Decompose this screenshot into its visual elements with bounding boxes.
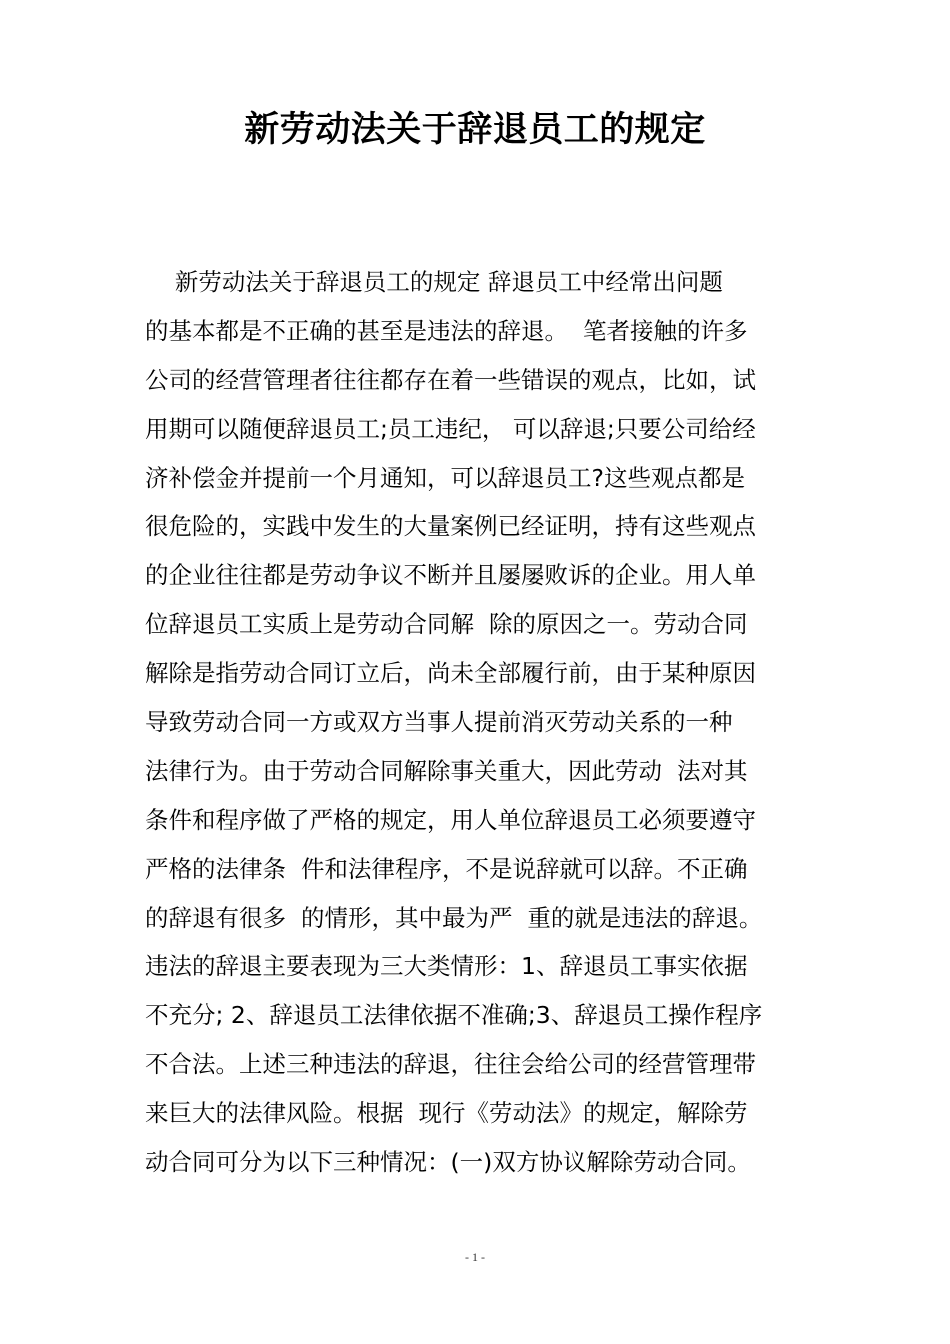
text-line: 位辞退员工实质上是劳动合同解 除的原因之一。劳动合同 (145, 610, 748, 639)
text-line: 不合法。上述三种违法的辞退，往往会给公司的经营管理带 (145, 1050, 756, 1079)
text-line: 的辞退有很多 的情形，其中最为严 重的就是违法的辞退。 (145, 903, 763, 932)
text-line: 来巨大的法律风险。根据 现行《劳动法》的规定，解除劳 (145, 1099, 748, 1128)
text-line: 用期可以随便辞退员工;员工违纪， 可以辞退;只要公司给经 (145, 414, 756, 443)
text-line: 济补偿金并提前一个月通知，可以辞退员工?这些观点都是 (145, 463, 745, 492)
text-line: 的基本都是不正确的甚至是违法的辞退。 笔者接触的许多 (145, 316, 748, 345)
text-line: 不充分; 2、辞退员工法律依据不准确;3、辞退员工操作程序 (145, 1001, 763, 1030)
text-line: 违法的辞退主要表现为三大类情形：1、辞退员工事实依据 (145, 952, 748, 981)
text-line: 新劳动法关于辞退员工的规定 辞退员工中经常出问题 (145, 268, 723, 296)
text-line: 动合同可分为以下三种情况：(一)双方协议解除劳动合同。 (145, 1148, 751, 1177)
text-line: 导致劳动合同一方或双方当事人提前消灭劳动关系的一种 (145, 708, 733, 737)
text-line: 解除是指劳动合同订立后，尚未全部履行前，由于某种原因 (145, 659, 756, 688)
text-line: 法律行为。由于劳动合同解除事关重大，因此劳动 法对其 (145, 756, 748, 785)
text-line: 很危险的，实践中发生的大量案例已经证明，持有这些观点 (145, 512, 756, 541)
body-paragraph (145, 258, 825, 1187)
text-line: 公司的经营管理者往往都存在着一些错误的观点，比如，试 (145, 365, 756, 394)
text-line: 条件和程序做了严格的规定，用人单位辞退员工必须要遵守 (145, 805, 756, 834)
page-number: - 1 - (465, 1250, 485, 1264)
page-title: 新劳动法关于辞退员工的规定 (244, 110, 706, 150)
text-line: 的企业往往都是劳动争议不断并且屡屡败诉的企业。用人单 (145, 561, 756, 590)
text-line: 严格的法律条 件和法律程序，不是说辞就可以辞。不正确 (145, 854, 748, 883)
